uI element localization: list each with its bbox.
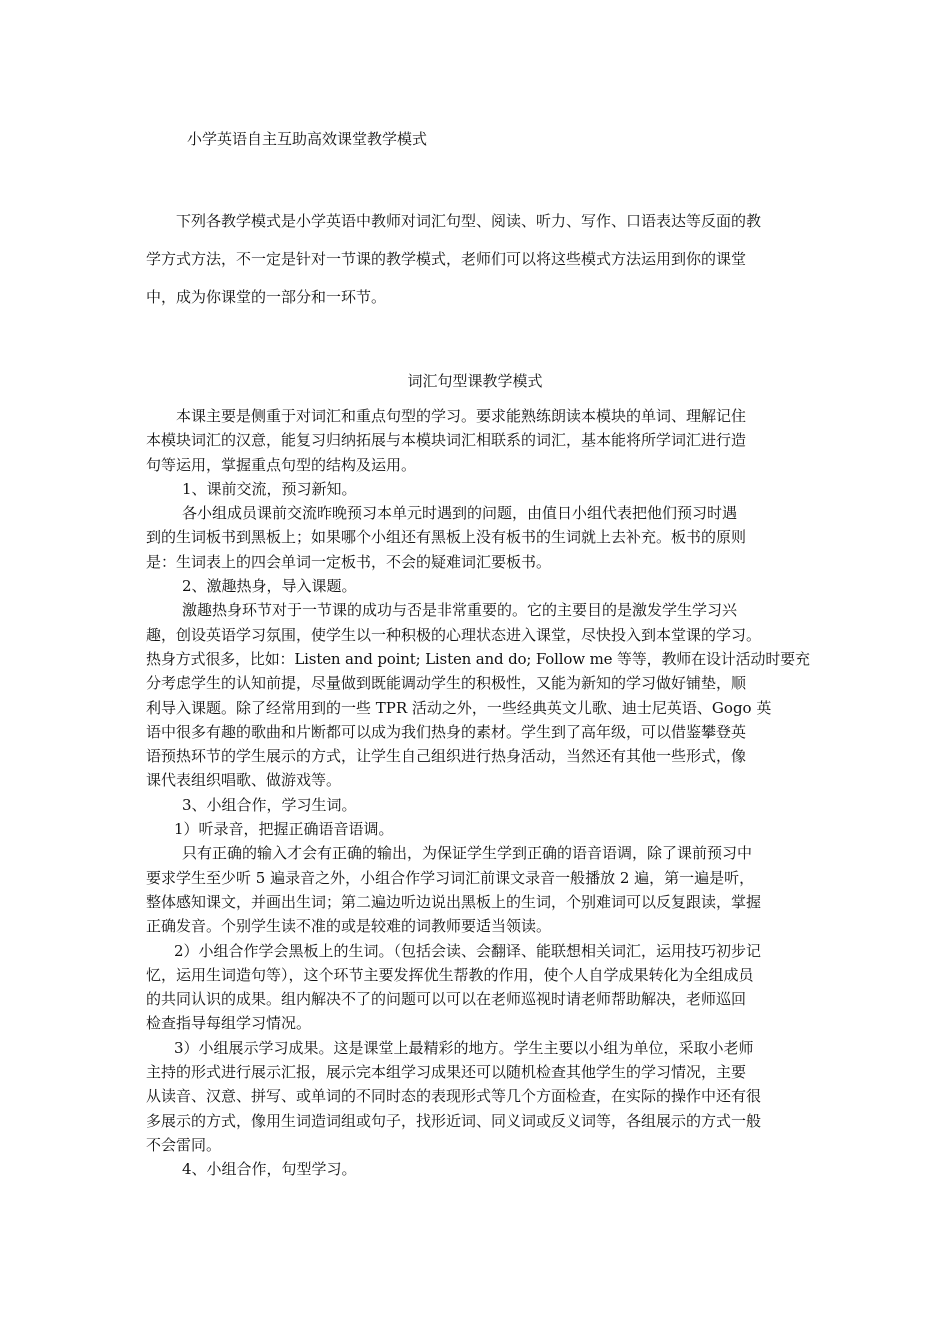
body-line: 只有正确的输入才会有正确的输出，为保证学生学到正确的语音语调，除了课前预习中 [182, 844, 753, 863]
step-heading: 4、小组合作，句型学习。 [182, 1160, 357, 1179]
body-line: 从读音、汉意、拼写、或单词的不同时态的表现形式等几个方面检查，在实际的操作中还有很 [146, 1087, 762, 1106]
body-line: 句等运用，掌握重点句型的结构及运用。 [146, 455, 417, 474]
body-line: 的共同认识的成果。组内解决不了的问题可以可以在老师巡视时请老师帮助解决，老师巡回 [146, 990, 747, 1009]
document-title: 小学英语自主互助高效课堂教学模式 [187, 130, 428, 148]
body-line: 是：生词表上的四会单词一定板书，不会的疑难词汇要板书。 [146, 552, 552, 571]
body-line: 激趣热身环节对于一节课的成功与否是非常重要的。它的主要目的是激发学生学习兴 [182, 601, 738, 620]
body-line: 检查指导每组学习情况。 [146, 1014, 312, 1033]
intro-line: 学方式方法，不一定是针对一节课的教学模式，老师们可以将这些模式方法运用到你的课堂 [146, 250, 747, 268]
body-line: 趣，创设英语学习氛围，使学生以一种积极的心理状态进入课堂，尽快投入到本堂课的学习。 [146, 625, 762, 644]
section-body [146, 404, 810, 1182]
body-line: 分考虑学生的认知前提，尽量做到既能调动学生的积极性，又能为新知的学习做好铺垫，顺 [146, 674, 747, 693]
step-heading: 1、课前交流，预习新知。 [182, 479, 357, 498]
body-line: 主持的形式进行展示汇报，展示完本组学习成果还可以随机检查其他学生的学习情况，主要 [146, 1063, 747, 1082]
intro-line: 下列各教学模式是小学英语中教师对词汇句型、阅读、听力、写作、口语表达等反面的教 [176, 212, 762, 230]
sub-step-line: 3）小组展示学习成果。这是课堂上最精彩的地方。学生主要以小组为单位，采取小老师 [174, 1038, 754, 1057]
body-line: 语预热环节的学生展示的方式，让学生自己组织进行热身活动，当然还有其他一些形式，像 [146, 747, 747, 766]
intro-paragraph [146, 202, 810, 316]
sub-step-line: 2）小组合作学会黑板上的生词。（包括会读、会翻译、能联想相关词汇，运用技巧初步记 [174, 941, 762, 960]
body-line: 各小组成员课前交流昨晚预习本单元时遇到的问题，由值日小组代表把他们预习时遇 [182, 504, 738, 523]
step-heading: 2、激趣热身，导入课题。 [182, 577, 357, 596]
body-line: 热身方式很多，比如：Listen and point; Listen and do; Follow me 等等，教师在设计活动时要充 [146, 649, 810, 668]
step-heading: 3、小组合作，学习生词。 [182, 795, 357, 814]
body-line: 课代表组织唱歌、做游戏等。 [146, 771, 342, 790]
body-line: 忆，运用生词造句等），这个环节主要发挥优生帮教的作用，使个人自学成果转化为全组成员 [146, 965, 754, 984]
body-line: 语中很多有趣的歌曲和片断都可以成为我们热身的素材。学生到了高年级，可以借鉴攀登英 [146, 722, 747, 741]
body-line: 本模块词汇的汉意，能复习归纳拓展与本模块词汇相联系的词汇，基本能将所学词汇进行造 [146, 431, 747, 450]
body-line: 利导入课题。除了经常用到的一些 TPR 活动之外，一些经典英文儿歌、迪士尼英语、Gogo 英 [146, 698, 772, 717]
body-line: 正确发音。个别学生读不准的或是较难的词教师要适当领读。 [146, 917, 552, 936]
section-title: 词汇句型课教学模式 [407, 372, 543, 390]
body-line: 整体感知课文，并画出生词；第二遍边听边说出黑板上的生词，个别难词可以反复跟读，掌握 [146, 892, 762, 911]
body-line: 不会雷同。 [146, 1135, 222, 1154]
body-line: 要求学生至少听 5 遍录音之外，小组合作学习词汇前课文录音一般播放 2 遍，第一遍是听， [146, 868, 755, 887]
body-line: 本课主要是侧重于对词汇和重点句型的学习。要求能熟练朗读本模块的单词、理解记住 [176, 407, 747, 425]
body-line: 到的生词板书到黑板上；如果哪个小组还有黑板上没有板书的生词就上去补充。板书的原则 [146, 528, 747, 547]
body-line: 多展示的方式，像用生词造词组或句子，找形近词、同义词或反义词等，各组展示的方式一般 [146, 1111, 762, 1130]
sub-step-heading: 1）听录音，把握正确语音语调。 [174, 820, 394, 839]
intro-line: 中，成为你课堂的一部分和一环节。 [146, 288, 387, 306]
